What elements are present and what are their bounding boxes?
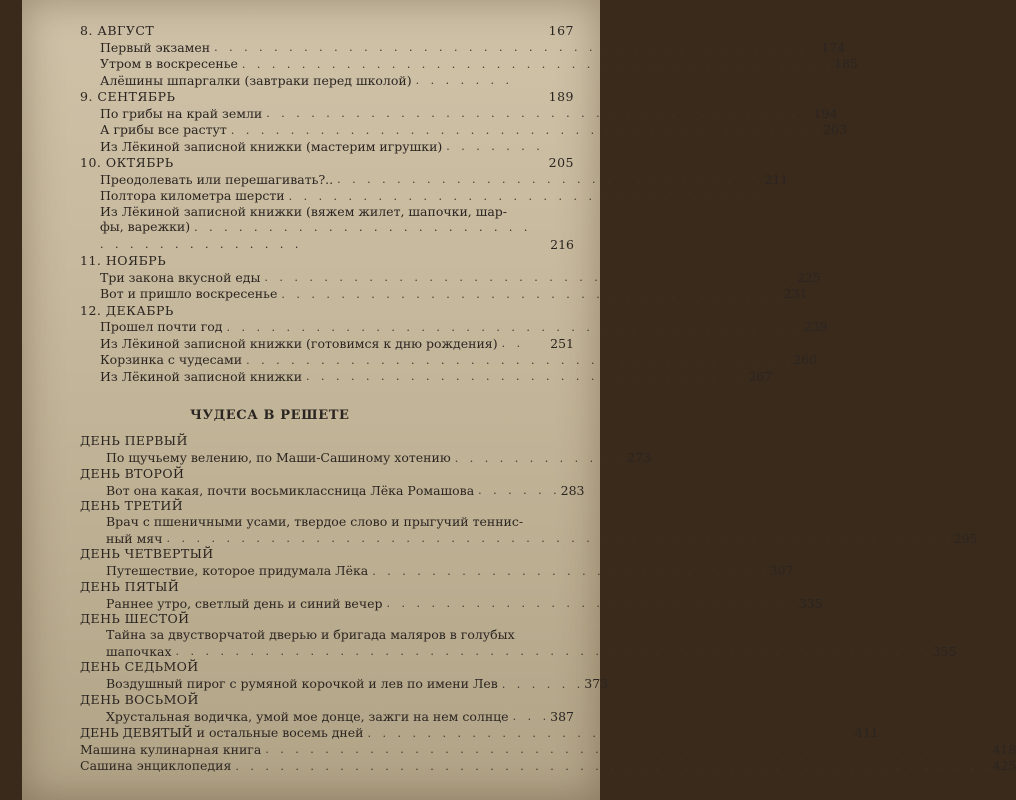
toc-entry: Воздушный пирог с румяной корочкой и лев по имени Лев . . . . . . 373 [106,676,609,691]
book-page [22,0,1016,800]
toc-entry-line: Тайна за двустворчатой дверью и бригада маляров в голубых [106,627,515,642]
toc-entry: Преодолевать или перешагивать?.. . . . . . . . . . . . . . . . . . . . . . . . . . . . . . 211 [100,171,789,187]
toc-entry: Хрустальная водичка, умой мое донце, зажги на нем солнце . . . 387 [106,708,574,724]
toc-entry: Первый экзамен . . . . . . . . . . . . . . . . . . . . . . . . . . . . . . . . . . . . . . . . . 174 [100,39,846,55]
toc-day-heading: ДЕНЬ ЧЕТВЕРТЫЙ [80,546,214,561]
toc-entry: А грибы все растут . . . . . . . . . . . . . . . . . . . . . . . . . . . . . . . . . . . . . . . . 203 [100,122,847,137]
toc-entry: Из Лёкиной записной книжки (готовимся к дню рождения) . . 251 [100,335,574,351]
toc-entry: Прошел почти год . . . . . . . . . . . . . . . . . . . . . . . . . . . . . . . . . . . . . . . 239 [100,319,828,334]
toc-entry-final-day: ДЕНЬ ДЕВЯТЫЙ и остальные восемь дней . . . . . . . . . . . . . . . . . . . . . . . . . . . . . . . . . 411 [80,725,879,740]
toc-entry: Алёшины шпаргалки (завтраки перед школой) . . . . . . . [100,72,514,88]
toc-chapter-december: 12. ДЕКАБРЬ [80,302,174,318]
toc-day-heading: ДЕНЬ ВОСЬМОЙ [80,691,199,707]
toc-chapter-september: 9. СЕНТЯБРЬ 189 [80,89,574,104]
toc-day-heading: ДЕНЬ ПЯТЫЙ [80,578,180,594]
toc-entry: По щучьему велению, по Маши-Сашиному хотению . . . . . . . . . . . . 273 [106,450,652,465]
toc-entry-multiline: Из Лёкиной записной книжки (вяжем жилет, шапочки, шар- фы, варежки) . . . . . . . . . . . . . . . . . . . . . . . . . . . . . . . . . . . . . 216 [100,203,574,252]
toc-entry: Раннее утро, светлый день и синий вечер . . . . . . . . . . . . . . . . . . . . . . . . . . . . 335 [106,595,823,611]
toc-entry: Из Лёкиной записной книжки (мастерим игрушки) . . . . . . . [100,138,544,154]
toc-entry: ный мяч . . . . . . . . . . . . . . . . . . . . . . . . . . . . . . . . . . . . . . . . . . . . . . . . . . . . . 295 [106,530,978,546]
table-of-contents [80,22,1016,774]
toc-entry: Утром в воскресенье . . . . . . . . . . . . . . . . . . . . . . . . . . . . . . . . . . . . . . . . 185 [100,56,858,71]
toc-entry: Вот она какая, почти восьмиклассница Лёка Ромашова . . . . . . 283 [106,482,585,498]
toc-day-heading: ДЕНЬ ПЕРВЫЙ [80,433,188,448]
toc-day-heading: ДЕНЬ ШЕСТОЙ [80,611,190,626]
toc-day-heading: ДЕНЬ ВТОРОЙ [80,465,185,481]
toc-entry: По грибы на край земли . . . . . . . . . . . . . . . . . . . . . . . . . . . . . . . . . . . . . 194 [100,105,838,121]
toc-chapter-october: 10. ОКТЯБРЬ 205 [80,155,574,170]
toc-entry-line: Врач с пшеничными усами, твердое слово и прыгучий теннис- [106,514,524,529]
toc-chapter-august: 8. АВГУСТ 167 [80,23,574,38]
toc-entry: Вот и пришло воскресенье . . . . . . . . . . . . . . . . . . . . . . . . . . . . . . . . . . 231 [100,286,808,301]
toc-chapter-november: 11. НОЯБРЬ [80,253,167,268]
toc-entry: Корзинка с чудесами . . . . . . . . . . . . . . . . . . . . . . . . . . . . . . . . . . . . . 260 [100,352,818,367]
toc-entry: шапочках . . . . . . . . . . . . . . . . . . . . . . . . . . . . . . . . . . . . . . . . . . . . . . . . . . . 355 [106,643,957,659]
toc-entry: Полтора километра шерсти . . . . . . . . . . . . . . . . . . . . . . . . . . . . . . . . [100,188,761,203]
toc-entry: Путешествие, которое придумала Лёка . . . . . . . . . . . . . . . . . . . . . . . . . . . 307 [106,563,794,578]
section-title: ЧУДЕСА В РЕШЕТЕ [190,408,350,423]
toc-entry: Машина кулинарная книга . . . . . . . . . . . . . . . . . . . . . . . . . . . . . . . . . . . . . . . . . . . . . . . . . 418 [80,741,1016,757]
toc-day-heading: ДЕНЬ СЕДЬМОЙ [80,659,199,674]
toc-entry: Три закона вкусной еды . . . . . . . . . . . . . . . . . . . . . . . . . . . . . . . . . . . . 225 [100,269,821,285]
toc-day-heading: ДЕНЬ ТРЕТИЙ [80,498,183,513]
toc-entry: Из Лёкиной записной книжки . . . . . . . . . . . . . . . . . . . . . . . . . . . . . . 267 [100,368,773,384]
toc-entry: Сашина энциклопедия . . . . . . . . . . . . . . . . . . . . . . . . . . . . . . . . . . . . . . . . . . . . . . . . . . . 425 [80,758,1016,773]
